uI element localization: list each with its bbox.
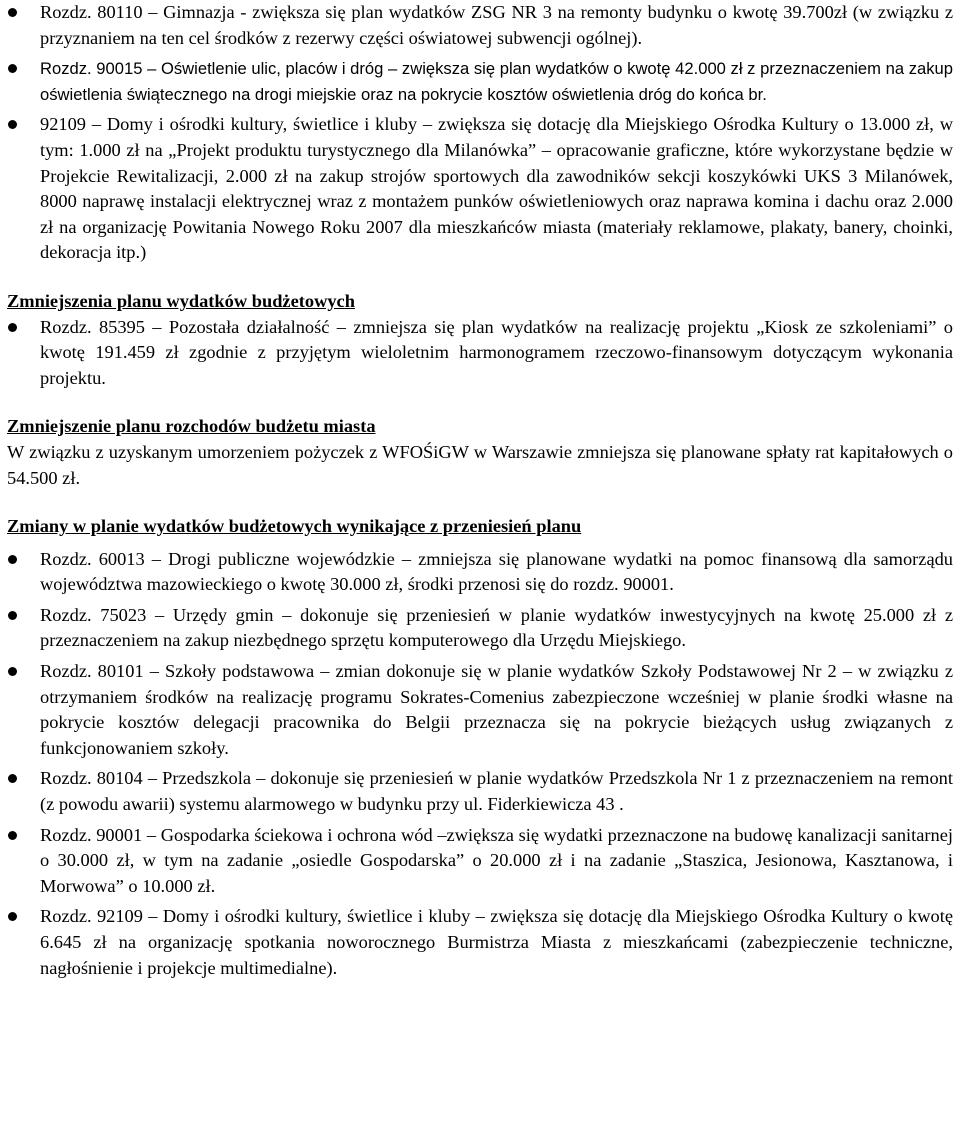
section-heading-outflows: Zmniejszenie planu rozchodów budżetu miasta: [7, 416, 376, 437]
outflows-paragraph: W związku z uzyskanym umorzeniem pożyczek z WFOŚiGW w Warszawie zmniejsza się planowane spłaty rat kapitałowych o 54.500 zł.: [7, 441, 953, 488]
list-item: Rozdz. 92109 – Domy i ośrodki kultury, świetlice i kluby – zwiększa się dotację dla Miejskiego Ośrodka Kultury o kwotę 6.645 zł na organizację spotkania noworocznego Burmistrza Miasta z mieszkańcami (zabezpieczenie techniczne, nagłośnienie i projekcje multimedialne).: [7, 904, 953, 981]
list-item: Rozdz. 90015 – Oświetlenie ulic, placów i dróg – zwiększa się plan wydatków o kwotę 42.000 zł z przeznaczeniem na zakup oświetlenia świątecznego na drogi miejskie oraz na pokrycie kosztów oświetlenia dróg do końca br.: [7, 56, 953, 107]
list-item: Rozdz. 80104 – Przedszkola – dokonuje się przeniesień w planie wydatków Przedszkola Nr 1 z przeznaczeniem na remont (z powodu awarii) systemu alarmowego w budynku przy ul. Fiderkiewicza 43 .: [7, 766, 953, 817]
top-bullet-list: [7, 0, 953, 266]
decreases-list: [7, 315, 953, 392]
list-item: 92109 – Domy i ośrodki kultury, świetlice i kluby – zwiększa się dotację dla Miejskiego Ośrodka Kultury o 13.000 zł, w tym: 1.000 zł na „Projekt produktu turystycznego dla Milanówka” – opracowanie graficzne, które wykorzystane będzie w Projekcie Rewitalizacji, 2.000 zł na zakup strojów sportowych dla zawodników sekcji koszykówki UKS 3 Milanówek, 8000 naprawę instalacji elektrycznej wraz z montażem punków oświetleniowych oraz naprawa komina i dachu oraz 2.000 zł na organizację Powitania Nowego Roku 2007 dla mieszkańców miasta (materiały reklamowe, plakaty, banery, choinki, dekoracja itp.): [7, 112, 953, 266]
section-heading-decreases: Zmniejszenia planu wydatków budżetowych: [7, 290, 355, 311]
list-item: Rozdz. 60013 – Drogi publiczne wojewódzkie – zmniejsza się planowane wydatki na pomoc finansową dla samorządu województwa mazowieckiego o kwotę 30.000 zł, środki przenosi się do rozdz. 90001.: [7, 547, 953, 598]
section-heading-transfers: Zmiany w planie wydatków budżetowych wynikające z przeniesień planu: [7, 516, 582, 537]
list-item: Rozdz. 90001 – Gospodarka ściekowa i ochrona wód –zwiększa się wydatki przeznaczone na budowę kanalizacji sanitarnej o 30.000 zł, w tym na zadanie „osiedle Gospodarska” o 20.000 zł i na zadanie „Staszica, Jesionowa, Kasztanowa, i Morwowa” o 10.000 zł.: [7, 823, 953, 900]
transfers-list: [7, 547, 953, 982]
list-item: Rozdz. 80101 – Szkoły podstawowa – zmian dokonuje się w planie wydatków Szkoły Podstawowej Nr 2 – w związku z otrzymaniem środków na realizację programu Sokrates-Comenius zabezpieczone wcześniej w planie środki własne na pokrycie kosztów delegacji pracownika do Belgii przeznacza się na pokrycie bieżących usług związanych z funkcjonowaniem szkoły.: [7, 659, 953, 761]
list-item: Rozdz. 85395 – Pozostała działalność – zmniejsza się plan wydatków na realizację projektu „Kiosk ze szkoleniami” o kwotę 191.459 zł zgodnie z przyjętym wieloletnim harmonogramem rzeczowo-finansowym dotyczącym wykonania projektu.: [7, 315, 953, 392]
list-item: Rozdz. 80110 – Gimnazja - zwiększa się plan wydatków ZSG NR 3 na remonty budynku o kwotę 39.700zł (w związku z przyznaniem na ten cel środków z rezerwy części oświatowej subwencji ogólnej).: [7, 0, 953, 51]
list-item: Rozdz. 75023 – Urzędy gmin – dokonuje się przeniesień w planie wydatków inwestycyjnych na kwotę 25.000 zł z przeznaczeniem na zakup niezbędnego sprzętu komputerowego dla Urzędu Miejskiego.: [7, 603, 953, 654]
